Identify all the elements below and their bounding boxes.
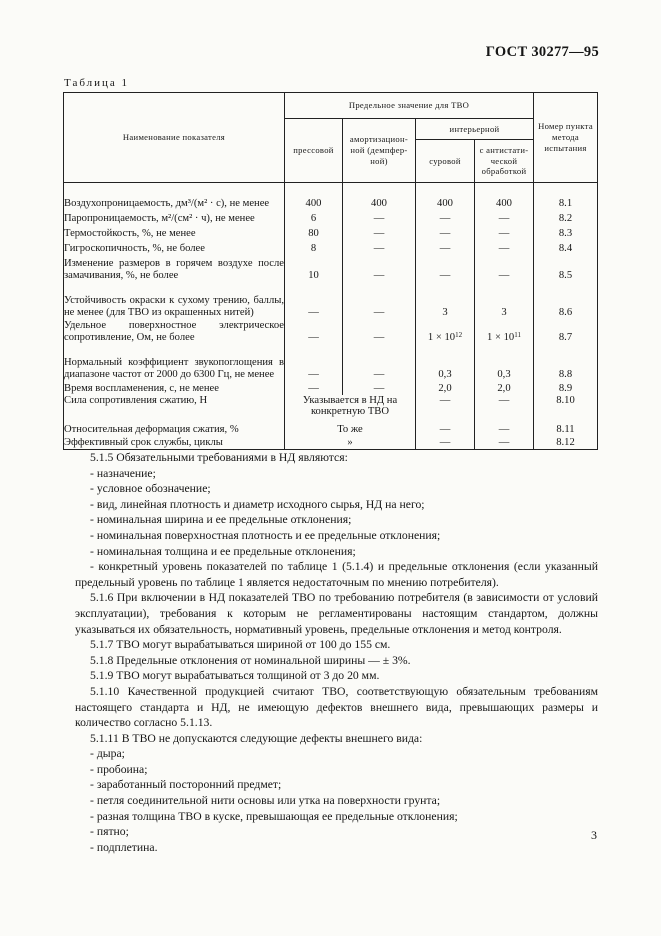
paragraph-5-1-11: 5.1.11 В ТВО не допускаются следующие дефекты внешнего вида: [90,731,423,745]
header-antistatic: с антистати-ческой обработкой [475,140,534,183]
header-method-clause: Номер пункта метода испытания [534,93,598,183]
table-row [64,183,598,210]
cell-method: 8.3 [534,225,598,240]
table-row [64,319,598,344]
paragraph-5-1-10: 5.1.10 Качественной продукцией считают ТВО, соответствующую обязательным требованиям настоящего стандарта и НД, не имеющую дефектов внешнего вида, превышающих размеры и количество согласно 5.1.13. [75,684,598,730]
cell-pressed: — [285,282,343,319]
paragraph-5-1-9: 5.1.9 ТВО могут вырабатываться толщиной от 3 до 20 мм. [90,669,380,683]
row-name: Эффективный срок службы, циклы [64,436,285,450]
cell-antistatic: 2,0 [475,381,534,395]
cell-method: 8.6 [534,282,598,319]
list-item: - вид, линейная плотность и диаметр исходного сырья, НД на него; [90,497,425,511]
row-name: Воздухопроницаемость, дм³/(м² · с), не менее [64,183,285,210]
cell-pressed: 80 [285,225,343,240]
list-item: - условное обозначение; [90,482,211,496]
cell-antistatic: — [475,419,534,436]
row-name: Паропроницаемость, м²/(см² · ч), не менее [64,210,285,225]
list-item: - заработанный посторонний предмет; [90,778,282,792]
cell-damping: — [343,240,416,255]
table-row [64,282,598,319]
table-row [64,419,598,436]
cell-antistatic: — [475,436,534,450]
cell-pressed: — [285,319,343,344]
cell-pressed: 6 [285,210,343,225]
cell-damping: — [343,319,416,344]
list-item: - конкретный уровень показателей по таблице 1 (5.1.4) и предельные отклонения (если указанный предельный уровень по таблице 1 является недостаточным по мнению потребителя). [75,560,598,589]
table-caption: Таблица 1 [64,77,130,89]
cell-method: 8.9 [534,381,598,395]
cell-method: 8.8 [534,344,598,381]
body-text [75,450,598,855]
cell-raw: 2,0 [416,381,475,395]
cell-pressed: 400 [285,183,343,210]
cell-method: 8.10 [534,395,598,419]
table-row [64,344,598,381]
cell-antistatic: — [475,240,534,255]
cell-antistatic: $1 \times 10^{11}$ [475,319,534,344]
table-row [64,240,598,255]
list-item: - номинальная ширина и ее предельные отклонения; [90,513,352,527]
cell-raw: — [416,240,475,255]
header-interior: интерьерной [416,119,534,140]
header-raw: суровой [416,140,475,183]
document-code: ГОСТ 30277—95 [485,44,599,60]
cell-raw: — [416,225,475,240]
table-row [64,255,598,282]
header-name: Наименование показателя [64,93,285,183]
row-name: Нормальный коэффициент звукопоглощения в диапазоне частот от 2000 до 6300 Гц, не менее [64,344,285,381]
cell-method: 8.12 [534,436,598,450]
row-name: Устойчивость окраски к сухому трению, баллы, не менее (для ТВО из окрашенных нитей) [64,282,285,319]
cell-antistatic: — [475,255,534,282]
cell-damping: — [343,381,416,395]
list-item: - петля соединительной нити основы или утка на поверхности грунта; [90,794,441,808]
list-item: - назначение; [90,466,156,480]
cell-antistatic: — [475,210,534,225]
cell-method: 8.7 [534,319,598,344]
cell-pressed: — [285,344,343,381]
cell-raw: — [416,436,475,450]
row-name: Гигроскопичность, %, не более [64,240,285,255]
list-item: - разная толщина ТВО в куске, превышающая ее предельные отклонения; [90,809,458,823]
row-name: Изменение размеров в горячем воздухе после замачивания, %, не более [64,255,285,282]
cell-pressed-damping: » [285,436,416,450]
cell-pressed: 10 [285,255,343,282]
cell-damping: — [343,344,416,381]
list-item: - дыра; [90,747,125,761]
cell-pressed-damping: То же [285,419,416,436]
paragraph-5-1-5: 5.1.5 Обязательными требованиями в НД являются: [90,451,348,464]
cell-damping: — [343,225,416,240]
table-row [64,395,598,419]
row-name: Сила сопротивления сжатию, Н [64,395,285,419]
row-name: Удельное поверхностное электрическое сопротивление, Ом, не более [64,319,284,343]
cell-raw: 400 [416,183,475,210]
header-limit-value: Предельное значение для ТВО [285,93,534,119]
cell-antistatic: 400 [475,183,534,210]
row-name: Время воспламенения, с, не менее [64,381,285,395]
paragraph-5-1-6: 5.1.6 При включении в НД показателей ТВО по требованию потребителя (в зависимости от условий эксплуатации), требования к которым не регламентированы настоящим стандартом, должны указываться их обязательность, нормативный уровень, предельные отклонения и метод контроля. [75,591,598,636]
row-name: Относительная деформация сжатия, % [64,419,285,436]
page-number: 3 [591,828,597,842]
cell-antistatic: — [475,395,534,419]
cell-raw: $1 \times 10^{12}$ [416,319,475,344]
header-damping: амортизацион-ной (демпфер-ной) [343,119,416,183]
cell-method: 8.5 [534,255,598,282]
cell-damping: — [343,255,416,282]
cell-pressed-damping: Указывается в НД на конкретную ТВО [285,395,416,419]
table-row [64,225,598,240]
list-item: - пробоина; [90,762,148,776]
cell-raw: — [416,395,475,419]
table-row [64,210,598,225]
cell-raw: 0,3 [416,344,475,381]
cell-raw: — [416,210,475,225]
list-item: - номинальная толщина и ее предельные отклонения; [90,544,356,558]
list-item: - подплетина. [90,840,158,854]
paragraph-5-1-8: 5.1.8 Предельные отклонения от номинальной ширины — ± 3%. [90,653,411,667]
table-row [64,436,598,450]
row-name: Термостойкость, %, не менее [64,225,285,240]
cell-pressed: 8 [285,240,343,255]
cell-method: 8.2 [534,210,598,225]
cell-damping: — [343,282,416,319]
list-item: - пятно; [90,825,129,839]
cell-raw: — [416,255,475,282]
table-row [64,381,598,395]
cell-method: 8.4 [534,240,598,255]
cell-method: 8.1 [534,183,598,210]
header-pressed: прессовой [285,119,343,183]
indicators-table [63,92,598,450]
cell-pressed: — [285,381,343,395]
cell-antistatic: 0,3 [475,344,534,381]
cell-antistatic: — [475,225,534,240]
cell-raw: 3 [416,282,475,319]
cell-damping: 400 [343,183,416,210]
paragraph-5-1-7: 5.1.7 ТВО могут вырабатываться шириной от 100 до 155 см. [90,638,391,652]
cell-antistatic: 3 [475,282,534,319]
cell-raw: — [416,419,475,436]
list-item: - номинальная поверхностная плотность и ее предельные отклонения; [90,528,441,542]
cell-damping: — [343,210,416,225]
cell-method: 8.11 [534,419,598,436]
